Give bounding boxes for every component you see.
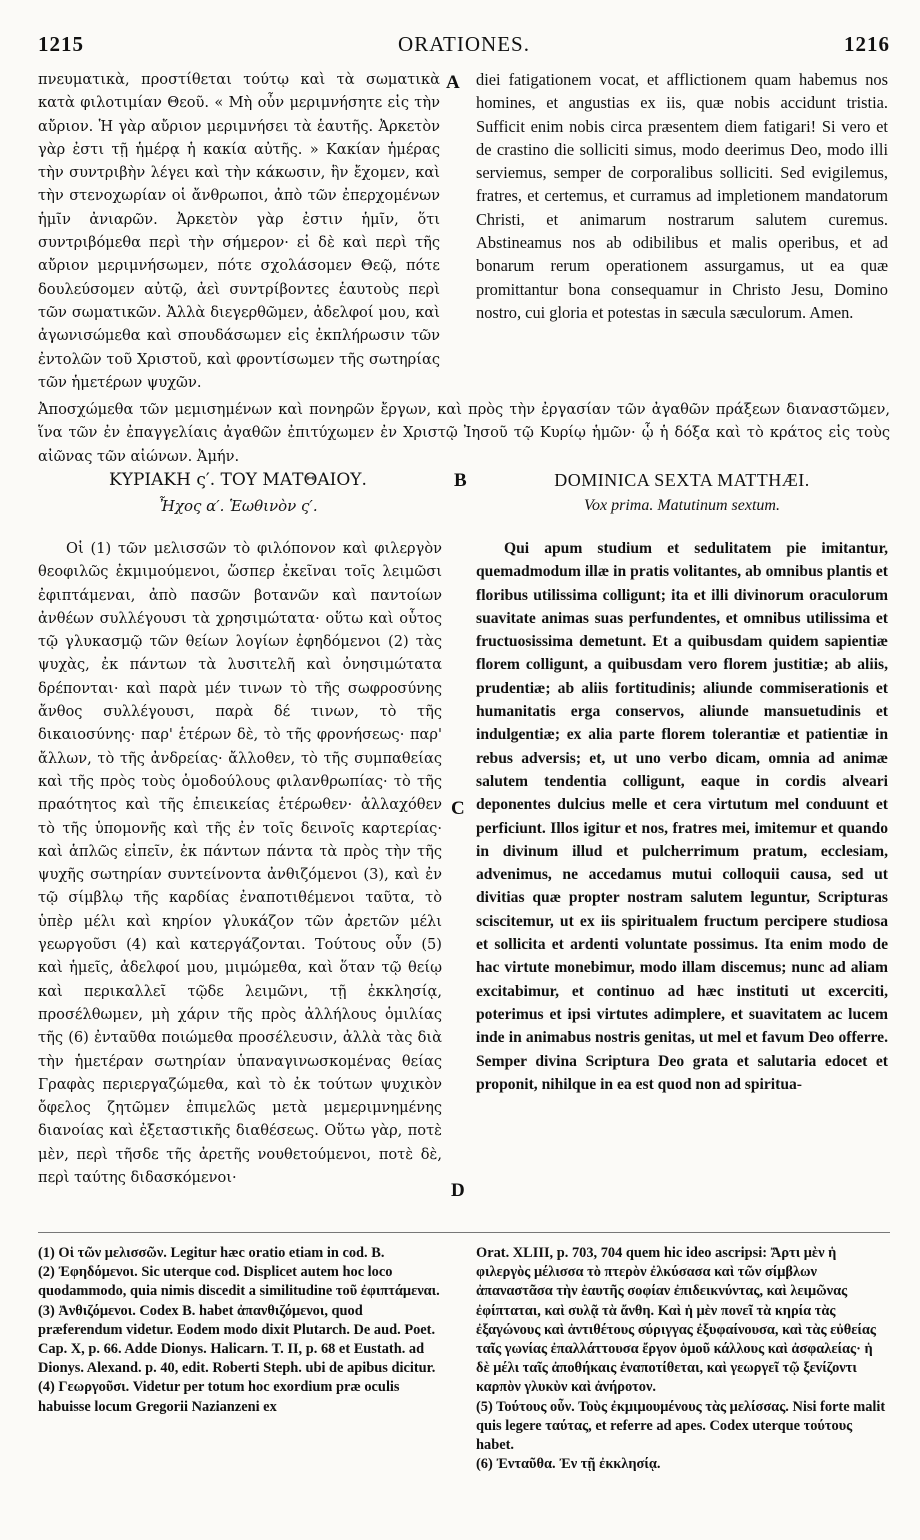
- margin-marker-a: A: [446, 72, 460, 93]
- full-width-greek-text: [38, 398, 890, 468]
- left-page-number: 1215: [38, 32, 84, 56]
- latin-section-subtitle: Vox prima. Matutinum sextum.: [584, 497, 780, 514]
- latin-body-paragraph: Qui apum studium et sedulitatem pie imitantur, quemadmodum illæ in pratis volitantes, ab omnibus plantis et floribus utilissima colligunt; ita et illi divinorum oraculorum suavitate animas suas perfundentes, et omnibus utilissima et fructuosissima demetunt. Et a quibusdam quidem sapientiæ florem colligunt, a quibusdam vero florem justitiæ; ab aliis, prudentiæ; ab aliis fortitudinis; aliunde commiserationis et humanitatis erga conservos, aliunde mansuetudinis et indulgentiæ; ex alia parte florem tolerantiæ et patientiæ in rebus adversis; et, ut uno verbo dicam, omnia ad animæ salutem tendentia colligunt, eaque in cordis alveari deponentes dulcius melle et cera virtutum mel conduunt et perficiunt. Illos igitur et nos, fratres mei, imitemur et quando in divinum illud et pulcherrimum pratum, ecclesiam, advenimus, ne accedamus mutui colloquii causa, sed ut divitias quæ propter nostram salutem leguntur, Scripturas sciscitemur, ut ex iis spiritualem fructum percipere studiosa et sollicita et ardenti voluntate possimus. Ita enim modo de hac virtute monebimur, modo illam discemus; nunc ad aliam excitabimur, et continuo ad hæc instituti ut excerciti, poterimus et ipsi virtutes adimplere, et suavitatem ac lucem inde in animabus nostris genitas, ut mel et favum Deo offerre. Semper divina Scriptura Deo grata et salutaria edocet et proponit, nihilque in ea est quod non ad spiritua-: [476, 540, 888, 1093]
- footnote: (3) Ἀνθιζόμενοι. Codex B. habet ἀπανθιζόμενοι, quod præferendum videtur. Eodem modo dixit Plutarch. De aud. Poet. Cap. X, p. 66. Adde Dionys. Halicarn. T. II, p. 68 et Eustath. ad Dionys. Alexand. p. 40, edit. Roberti Steph. ubi de apibus dicitur.: [38, 1302, 436, 1377]
- page-header: [38, 28, 890, 58]
- main-right-latin-column: [476, 537, 888, 1096]
- margin-marker-b: B: [454, 470, 467, 491]
- footnote: (6) Ἐνταῦθα. Ἐν τῇ ἐκκλησίᾳ.: [476, 1456, 661, 1473]
- latin-paragraph: diei fatigationem vocat, et afflictionem quam habemus nos homines, et angustias ex iis, quæ nobis accidunt tristia. Sufficit enim nobis circa præsentem diem fatigari! Si vero et de crastino die solliciti simus, modo deerimus Deo, modo illi serviemus, semper de corporalibus solliciti. Sed evigilemus, fratres, et certemus, et curramus ad impletionem mandatorum Christi, et animarum nostrarum salutem curemus. Abstineamus nos ab odibilibus et malis operibus, et ad bonarum rerum operationem assurgamus, ut ea quæ promittantur bona consequamur in Christo Jesu, Domino nostro, cui gloria et potestas in sæcula sæculorum. Amen.: [476, 70, 888, 322]
- right-page-number: 1216: [844, 32, 890, 56]
- footnotes-left: [38, 1244, 444, 1417]
- footnote: Orat. XLIII, p. 703, 704 quem hic ideo ascripsi: Ἄρτι μὲν ἡ φιλεργὸς μέλισσα τὸ πτερὸν ἐλκύσασα καὶ τῶν σίμβλων ἀπαναστᾶσα τὴν ἑαυτῆς σοφίαν ἐπιδεικνύντας, καὶ λειμῶνας ἐφίπταται, καὶ συλᾷ τὰ ἄνθη. Καὶ ἡ μὲν πονεῖ τὰ κηρία τὰς ἐξαγώνους καὶ ἀντιθέτους σύριγγας ἐξυφαίνουσα, καὶ τὰς εὐθείας ταῖς γωνίας ἐπαλλάττουσα ἔργον ὁμοῦ κάλλους καὶ ἀσφαλείας· ἡ δὲ μέλι ταῖς ἀποθήκαις ἐναποτίθεται, καὶ γεωργεῖ τῷ ξενίζοντι καρπὸν γλυκὺν καὶ ἀνήροτον.: [476, 1245, 876, 1396]
- running-title: ORATIONES.: [398, 32, 530, 56]
- footnote-rule: [38, 1232, 890, 1233]
- footnote: (5) Τούτους οὖν. Τοὺς ἐκμιμουμένους τὰς μελίσσας. Nisi forte malit quis legere ταύτας, et referre ad apes. Codex uterque τούτους habet.: [476, 1398, 886, 1454]
- footnote: (1) Οἱ τῶν μελισσῶν. Legitur hæc oratio etiam in cod. B.: [38, 1245, 385, 1261]
- footnote: (4) Γεωργοῦσι. Videtur per totum hoc exordium præ oculis habuisse locum Gregorii Nazianzeni ex: [38, 1379, 400, 1415]
- greek-section-subtitle: Ἦχος α′. Ἑωθινὸν ς′.: [158, 497, 318, 515]
- margin-marker-c: C: [451, 798, 465, 819]
- footnotes-right: [476, 1244, 888, 1474]
- top-right-latin-column: [476, 68, 888, 324]
- greek-section-title: ΚΥΡΙΑΚΗ ς′. ΤΟΥ ΜΑΤΘΑΙΟΥ.: [109, 470, 367, 490]
- main-left-greek-column: [38, 537, 442, 1189]
- footnote: (2) Ἐφηδόμενοι. Sic uterque cod. Displicet autem hoc loco quodammodo, quia nimis discedit a similitudine τοῦ ἐφιπτάμεναι.: [38, 1264, 440, 1300]
- top-left-greek-column: [38, 68, 440, 394]
- greek-paragraph: πνευματικὰ, προστίθεται τούτῳ καὶ τὰ σωματικὰ κατὰ φιλοτιμίαν Θεοῦ. « Μὴ οὖν μεριμνήσητε εἰς τὴν αὔριον. Ἡ γὰρ αὔριον μεριμνήσει τὰ ἑαυτῆς. Ἀρκετὸν γὰρ ἐστι τῇ ἡμέρᾳ ἡ κακία αὐτῆς. » Κακίαν ἡμέρας τὴν συντριβὴν λέγει καὶ τὴν κάκωσιν, ἣν ἔχομεν, καὶ τὴν στενοχωρίαν οἱ ἄνθρωποι, ἀπὸ τῶν ἐπερχομένων ἡμῖν ἀνιαρῶν. Ἀρκετὸν γὰρ ἐστιν ἡμῖν, ὅτι συντριβόμεθα περὶ τὴν σήμερον· εἰ δὲ καὶ περὶ τῆς αὔριον μεριμνήσωμεν, πότε σχολάσομεν Θεῷ, πότε δουλεύσομεν αὐτῷ, ἀεὶ συντρίβοντες ἑαυτοὺς περὶ τῶν σωματικῶν. Ἀλλὰ διεγερθῶμεν, ἀδελφοί μου, καὶ ἀγωνισώμεθα καὶ σπουδάσωμεν εἰς ἐκπλήρωσιν τῶν ἐντολῶν τοῦ Χριστοῦ, καὶ φροντίσωμεν τῆς σωτηρίας τῶν ἡμετέρων ψυχῶν.: [38, 71, 440, 391]
- full-width-paragraph: Ἀποσχώμεθα τῶν μεμισημένων καὶ πονηρῶν ἔργων, καὶ πρὸς τὴν ἐργασίαν τῶν ἀγαθῶν πράξεων διαναστῶμεν, ἵνα τῶν ἐν ἐπαγγελίαις ἀγαθῶν ἐπιτύχωμεν ἐν Χριστῷ Ἰησοῦ τῷ Κυρίῳ ἡμῶν· ᾧ ἡ δόξα καὶ τὸ κράτος εἰς τοὺς αἰῶνας τῶν αἰώνων. Ἀμήν.: [38, 401, 890, 465]
- margin-marker-d: D: [451, 1180, 465, 1201]
- greek-body-paragraph: Οἱ (1) τῶν μελισσῶν τὸ φιλόπονον καὶ φιλεργὸν θεοφιλῶς ἐκμιμούμενοι, ὥσπερ ἐκεῖναι τοῖς λειμῶσι ἐφιπτάμεναι, ἀπὸ πασῶν βοτανῶν καὶ παντοίων ἀνθέων συλλέγουσι τὰ χρησιμώτατα· οὕτω καὶ οὗτος τῷ γλυκασμῷ τῶν θείων λογίων ἐφηδόμενοι (2) τὰς ψυχὰς, ἐκ πάντων τὰ λυσιτελῆ καὶ ὀνησιμώτατα δρέπονται· καὶ παρὰ μέν τινων τὸ τῆς σωφροσύνης ἄνθος συλλέγουσι, παρὰ δέ τινων, τὸ τῆς δικαιοσύνης· παρ' ἑτέρων δὲ, τὸ τῆς φρονήσεως· παρ' ἄλλων, τὸ τῆς ἀνδρείας· ἄλλοθεν, τὸ τῆς συμπαθείας καὶ τῆς πρὸς τοὺς ὁμοδούλους φιλανθρωπίας· τὸ τῆς πραότητος καὶ τῆς ἐπιεικείας ἑτέρωθεν· ἀλλαχόθεν τὸ τῆς ὑπομονῆς καὶ τῆς ἐν τοῖς δεινοῖς καρτερίας· καὶ ἁπλῶς εἰπεῖν, ἐκ πάντων πάντα τὰ πρὸς τὴν τῆς ψυχῆς σωτηρίαν συντείνοντα ἀνθιζόμενοι (3), καὶ ἐν τῷ σίμβλῳ τῆς καρδίας ἐναποτιθέμενοι ταῦτα, τὸ ὑπὲρ μέλι καὶ κηρίον γλυκάζον τῶν ἀρετῶν μέλι γεωργοῦσι (4) καὶ κατεργάζονται. Τούτους οὖν (5) καὶ ἡμεῖς, ἀδελφοί μου, μιμώμεθα, καὶ ὅταν τῷ θείῳ καὶ περικαλλεῖ τῷδε λειμῶνι, τῇ ἐκκλησίᾳ, προσέλθωμεν, μὴ χάριν τῆς πρὸς ἀλλήλους ὁμιλίας τῆς (6) ἐνταῦθα ποιώμεθα προσέλευσιν, ἀλλὰ τὰς διὰ τὴν ἡμετέραν σωτηρίαν ὑπαναγινωσκομένας θείας Γραφὰς περιεργαζώμεθα, καὶ τὸ ἐκ τούτων ψυχικὸν ὄφελος ζητῶμεν ἐπιμελῶς μετὰ μεμεριμνημένης διανοίας καὶ ἐξεταστικῆς διαθέσεως. Οὕτω γὰρ, ποτὲ μὲν, περὶ τῆσδε τῆς ἀρετῆς νουθετούμενοι, ποτὲ δὲ, περὶ ταύτης διδασκόμενοι·: [38, 540, 442, 1187]
- latin-section-title: DOMINICA SEXTA MATTHÆI.: [554, 470, 810, 490]
